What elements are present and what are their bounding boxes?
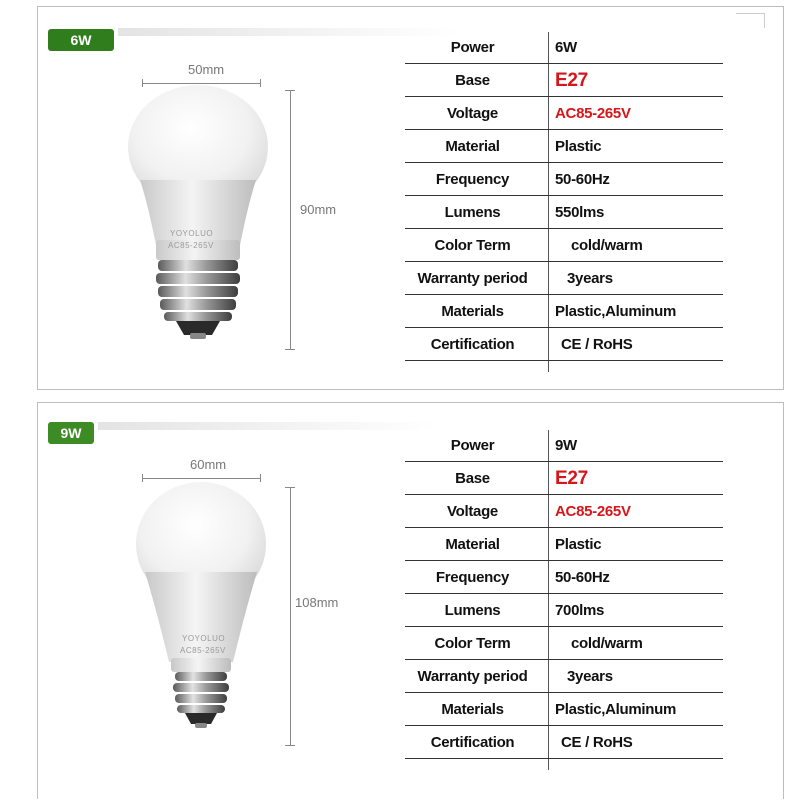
row-divider xyxy=(405,162,723,163)
width-tick-left xyxy=(142,474,143,482)
spec-value: E27 xyxy=(555,70,588,91)
height-tick-top xyxy=(285,90,295,91)
spec-row xyxy=(405,496,723,528)
spec-value: Plastic,Aluminum xyxy=(555,701,677,718)
width-dimension-line-9w xyxy=(142,478,260,479)
spec-value: 700lms xyxy=(555,602,605,619)
row-divider xyxy=(405,327,723,328)
height-tick-bottom xyxy=(285,349,295,350)
spec-key: Voltage xyxy=(447,105,498,122)
spec-table-9w xyxy=(405,430,723,770)
spec-value: 3years xyxy=(567,270,613,287)
row-divider xyxy=(405,758,723,759)
row-divider xyxy=(405,560,723,561)
spec-value: E27 xyxy=(555,468,588,489)
row-divider xyxy=(405,659,723,660)
spec-key: Materials xyxy=(441,303,504,320)
spec-value: 50-60Hz xyxy=(555,569,610,586)
row-divider xyxy=(405,129,723,130)
spec-row xyxy=(405,463,723,495)
spec-row xyxy=(405,230,723,262)
spec-row xyxy=(405,65,723,97)
spec-key: Frequency xyxy=(435,171,510,188)
spec-row xyxy=(405,430,723,462)
spec-row xyxy=(405,98,723,130)
row-divider xyxy=(405,461,723,462)
spec-key: Warranty period xyxy=(417,668,528,685)
spec-row xyxy=(405,628,723,660)
tab-shadow xyxy=(98,422,438,430)
row-divider xyxy=(405,593,723,594)
spec-row xyxy=(405,164,723,196)
bulb-voltage-text-6w: AC85-265V xyxy=(168,241,214,250)
led-bulb-image-6w xyxy=(118,85,278,345)
spec-key: Frequency xyxy=(435,569,510,586)
spec-row xyxy=(405,529,723,561)
height-dimension-line-6w xyxy=(290,90,291,349)
spec-row xyxy=(405,32,723,64)
spec-key: Material xyxy=(445,536,500,553)
spec-key: Warranty period xyxy=(417,270,528,287)
spec-row xyxy=(405,727,723,759)
spec-row xyxy=(405,595,723,627)
spec-value: 6W xyxy=(555,39,577,56)
spec-row xyxy=(405,562,723,594)
spec-value: AC85-265V xyxy=(555,503,631,520)
bulb-brand-text-6w: YOYOLUO xyxy=(170,229,214,238)
row-divider xyxy=(405,96,723,97)
spec-key: Color Term xyxy=(434,237,511,254)
row-divider xyxy=(405,360,723,361)
row-divider xyxy=(405,626,723,627)
width-dimension-label-6w: 50mm xyxy=(188,62,225,77)
spec-row xyxy=(405,131,723,163)
spec-value: 9W xyxy=(555,437,577,454)
spec-value: CE / RoHS xyxy=(561,336,633,353)
spec-key: Base xyxy=(455,72,490,89)
wattage-tab-6w[interactable]: 6W xyxy=(48,29,114,51)
spec-value: 50-60Hz xyxy=(555,171,610,188)
height-dimension-label-6w: 90mm xyxy=(300,202,337,217)
width-dimension-line-6w xyxy=(142,83,260,84)
row-divider xyxy=(405,692,723,693)
height-tick-top xyxy=(285,487,295,488)
spec-table-6w xyxy=(405,32,723,372)
spec-key: Power xyxy=(450,39,495,56)
spec-value: cold/warm xyxy=(571,635,643,652)
spec-key: Material xyxy=(445,138,500,155)
spec-row xyxy=(405,329,723,361)
spec-value: AC85-265V xyxy=(555,105,631,122)
row-divider xyxy=(405,294,723,295)
spec-value: CE / RoHS xyxy=(561,734,633,751)
spec-value: Plastic xyxy=(555,536,602,553)
spec-key: Power xyxy=(450,437,495,454)
spec-key: Lumens xyxy=(444,602,501,619)
spec-value: 550lms xyxy=(555,204,605,221)
spec-key: Color Term xyxy=(434,635,511,652)
width-tick-right xyxy=(260,474,261,482)
spec-key: Certification xyxy=(430,734,515,751)
spec-row xyxy=(405,661,723,693)
spec-row xyxy=(405,197,723,229)
width-dimension-label-9w: 60mm xyxy=(190,457,227,472)
row-divider xyxy=(405,494,723,495)
led-bulb-image-9w xyxy=(131,482,271,732)
row-divider xyxy=(405,527,723,528)
spec-key: Materials xyxy=(441,701,504,718)
row-divider xyxy=(405,63,723,64)
spec-key: Lumens xyxy=(444,204,501,221)
spec-value: Plastic xyxy=(555,138,602,155)
spec-key: Base xyxy=(455,470,490,487)
row-divider xyxy=(405,195,723,196)
row-divider xyxy=(405,228,723,229)
spec-key: Certification xyxy=(430,336,515,353)
spec-row xyxy=(405,694,723,726)
spec-row xyxy=(405,263,723,295)
corner-decoration xyxy=(736,13,765,28)
spec-value: 3years xyxy=(567,668,613,685)
bulb-brand-text-9w: YOYOLUO xyxy=(182,634,226,643)
row-divider xyxy=(405,261,723,262)
spec-row xyxy=(405,296,723,328)
spec-key: Voltage xyxy=(447,503,498,520)
wattage-tab-9w[interactable]: 9W xyxy=(48,422,94,444)
height-dimension-line-9w xyxy=(290,487,291,745)
spec-value: Plastic,Aluminum xyxy=(555,303,677,320)
height-tick-bottom xyxy=(285,745,295,746)
bulb-voltage-text-9w: AC85-265V xyxy=(180,646,226,655)
height-dimension-label-9w: 108mm xyxy=(295,595,339,610)
spec-value: cold/warm xyxy=(571,237,643,254)
row-divider xyxy=(405,725,723,726)
